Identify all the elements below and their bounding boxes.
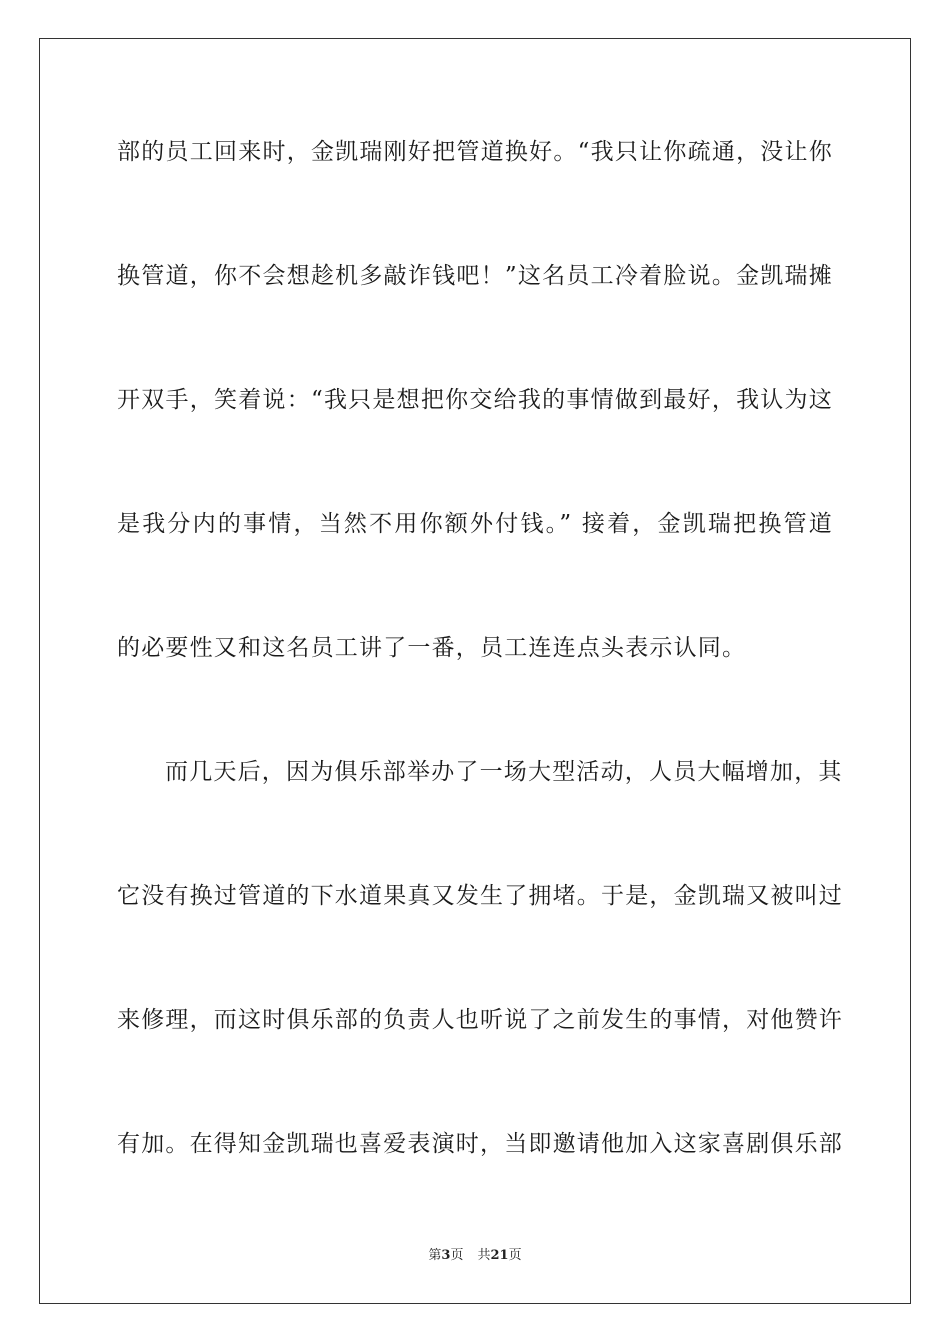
page-frame	[39, 38, 911, 1304]
total-prefix: 共	[477, 1248, 491, 1263]
page-number: 3	[441, 1248, 451, 1263]
page-prefix: 第	[428, 1248, 442, 1263]
page-suffix: 页	[450, 1248, 464, 1263]
paragraph-first-line: 而几天后，因为俱乐部举办了一场大型活动，人员大幅增加，其	[165, 759, 843, 785]
total-pages: 21	[490, 1248, 509, 1263]
body-text-line: 它没有换过管道的下水道果真又发生了拥堵。于是，金凯瑞又被叫过	[117, 883, 843, 909]
body-text-line: 是我分内的事情，当然不用你额外付钱。” 接着，金凯瑞把换管道	[117, 511, 833, 537]
body-text-line: 换管道，你不会想趁机多敲诈钱吧！”这名员工冷着脸说。金凯瑞摊	[117, 263, 833, 289]
body-text-line: 的必要性又和这名员工讲了一番，员工连连点头表示认同。	[117, 635, 747, 661]
body-text-line: 部的员工回来时，金凯瑞刚好把管道换好。“我只让你疏通，没让你	[117, 139, 833, 165]
total-suffix: 页	[508, 1248, 522, 1263]
body-text-line: 开双手，笑着说：“我只是想把你交给我的事情做到最好，我认为这	[117, 387, 833, 413]
body-text-line: 来修理，而这时俱乐部的负责人也听说了之前发生的事情，对他赞许	[117, 1007, 843, 1033]
body-text-line: 有加。在得知金凯瑞也喜爱表演时，当即邀请他加入这家喜剧俱乐部	[117, 1131, 843, 1157]
page-footer	[0, 1247, 950, 1265]
